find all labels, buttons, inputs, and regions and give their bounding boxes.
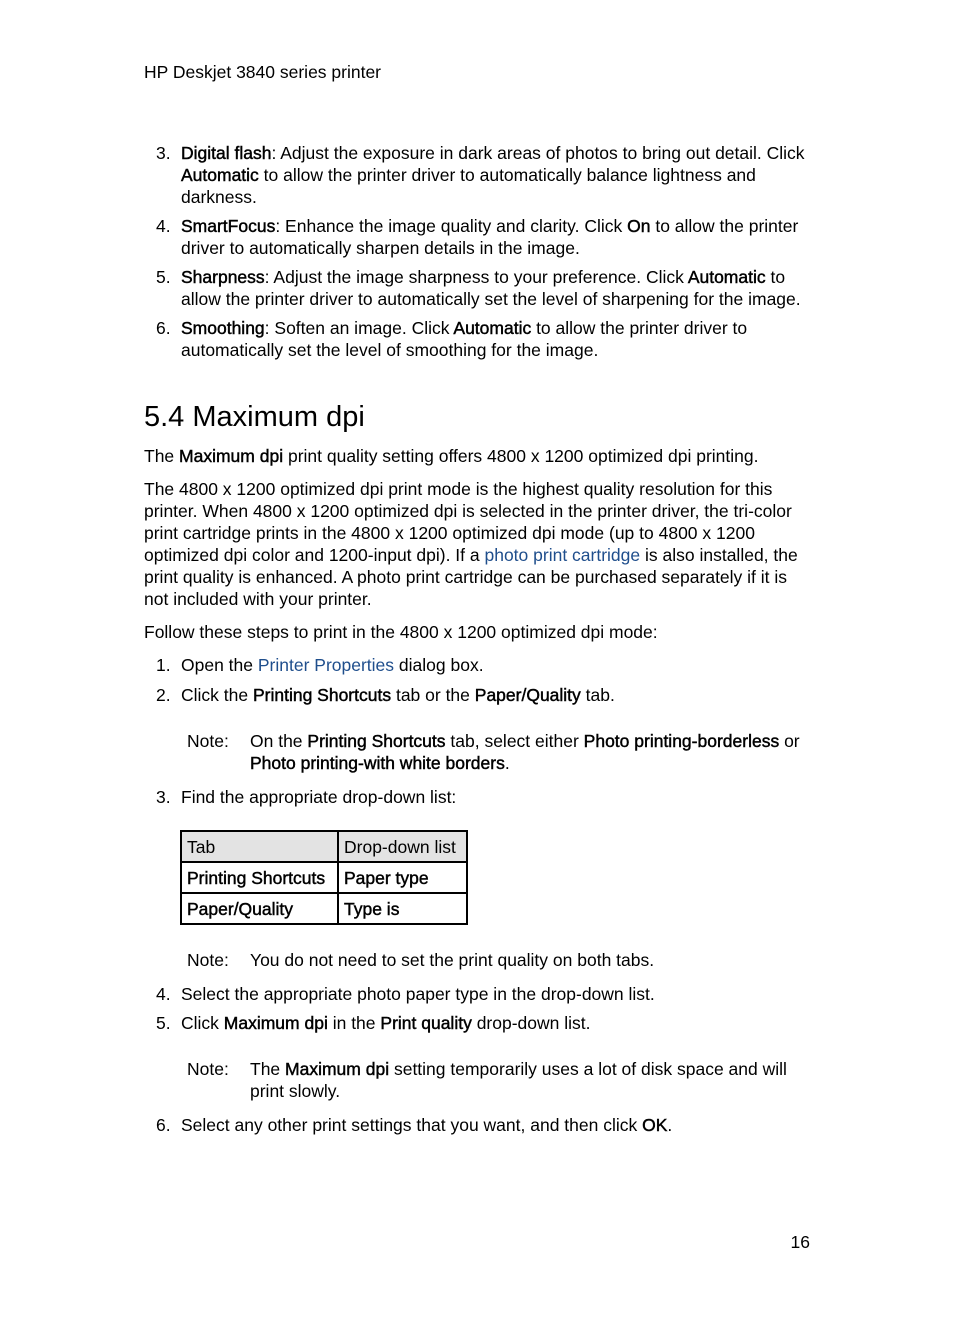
text-run: Find the appropriate drop-down list: (181, 787, 457, 807)
ui-term: Print quality (380, 1013, 472, 1033)
text-run: to allow the printer driver to automatically set the level of sharpening for the image. (181, 267, 801, 309)
ui-term: Smoothing (181, 318, 265, 338)
list-item-number: 3. (156, 143, 171, 163)
text-run: in the (327, 1013, 381, 1033)
ui-term: Photo printing-with white borders (250, 753, 505, 773)
text-run: Select the appropriate photo paper type in the drop-down list. (181, 984, 655, 1004)
ui-term: Maximum dpi (223, 1013, 328, 1033)
text-run: Select any other print settings that you want, and then click (181, 1115, 643, 1135)
text-run: The (250, 1059, 286, 1079)
table-cell: Paper type (338, 862, 467, 893)
step-click-tab (181, 684, 821, 706)
table-cell: Printing Shortcuts (181, 862, 338, 893)
note-disk-space (250, 1058, 820, 1102)
ui-term: Automatic (181, 165, 259, 185)
ui-term: Automatic (687, 267, 766, 287)
step-number: 1. (156, 655, 171, 675)
note-label: Note: (187, 731, 229, 751)
text-run: Open the (181, 655, 258, 675)
text-run: : Enhance the image quality and clarity. Click (275, 216, 628, 236)
intro-paragraph (144, 445, 816, 467)
ui-term: Digital flash (181, 143, 272, 163)
description-paragraph (144, 478, 816, 610)
ui-term: Printing Shortcuts (307, 731, 446, 751)
text-run: : Adjust the exposure in dark areas of photos to bring out detail. Click (271, 143, 805, 163)
ui-term: On (627, 216, 651, 236)
ui-term: Maximum dpi (179, 446, 284, 466)
text-run: . (504, 753, 510, 773)
text-run: The (144, 446, 180, 466)
text-run: You do not need to set the print quality on both tabs. (250, 950, 655, 970)
table-cell: Type is (338, 893, 467, 924)
note-both-tabs (250, 949, 820, 971)
ui-term: Paper/Quality (474, 685, 581, 705)
step-select-paper (181, 983, 821, 1005)
list-item-sharpness (181, 266, 821, 310)
table-row (181, 893, 467, 924)
running-header: HP Deskjet 3840 series printer (144, 62, 382, 82)
ui-term: Maximum dpi (285, 1059, 390, 1079)
ui-term: OK (642, 1115, 668, 1135)
table-cell: Paper/Quality (181, 893, 338, 924)
text-run: On the (250, 731, 308, 751)
text-run: to allow the printer driver to automatically set the level of smoothing for the image. (181, 318, 748, 360)
ui-term: Automatic (453, 318, 532, 338)
table-header-row (181, 831, 467, 862)
list-item-smoothing (181, 317, 821, 361)
step-click-ok (181, 1114, 821, 1136)
step-click-maximum-dpi (181, 1012, 821, 1034)
text-run: tab, select either (445, 731, 584, 751)
list-item-digital-flash (181, 142, 821, 208)
text-run: : Soften an image. Click (264, 318, 454, 338)
step-number: 6. (156, 1115, 171, 1135)
table-row (181, 862, 467, 893)
list-item-number: 5. (156, 267, 171, 287)
text-run: tab or the (391, 685, 475, 705)
text-run: : Adjust the image sharpness to your preference. Click (264, 267, 688, 287)
dropdown-table (180, 830, 468, 925)
text-run: to allow the printer driver to automatically sharpen details in the image. (181, 216, 799, 258)
list-item-smartfocus (181, 215, 821, 259)
text-run: Follow these steps to print in the 4800 x 1200 optimized dpi mode: (144, 622, 658, 642)
text-run: drop-down list. (471, 1013, 591, 1033)
section-heading: 5.4 Maximum dpi (144, 401, 365, 433)
step-number: 5. (156, 1013, 171, 1033)
text-run: is also installed, the print quality is enhanced. A photo print cartridge can be purchased separately if it is not included with your printer. (144, 545, 798, 609)
step-number: 3. (156, 787, 171, 807)
text-run: print quality setting offers 4800 x 1200 optimized dpi printing. (283, 446, 759, 466)
step-open-properties (181, 654, 821, 676)
steps-intro-paragraph (144, 621, 816, 643)
note-label: Note: (187, 950, 229, 970)
text-run: setting temporarily uses a lot of disk space and will print slowly. (250, 1059, 787, 1101)
link[interactable]: photo print cartridge (484, 545, 641, 565)
text-run: tab. (580, 685, 615, 705)
note-label: Note: (187, 1059, 229, 1079)
text-run: to allow the printer driver to automatically balance lightness and darkness. (181, 165, 756, 207)
list-item-number: 4. (156, 216, 171, 236)
text-run: Click the (181, 685, 253, 705)
step-find-dropdown (181, 786, 821, 808)
text-run: dialog box. (394, 655, 484, 675)
ui-term: Photo printing-borderless (583, 731, 780, 751)
table-header-cell: Drop-down list (338, 831, 467, 862)
note-printing-shortcuts (250, 730, 820, 774)
step-number: 4. (156, 984, 171, 1004)
table-header-cell: Tab (181, 831, 338, 862)
ui-term: Sharpness (181, 267, 265, 287)
step-number: 2. (156, 685, 171, 705)
text-run: . (667, 1115, 673, 1135)
ui-term: Printing Shortcuts (252, 685, 392, 705)
list-item-number: 6. (156, 318, 171, 338)
text-run: or (779, 731, 800, 751)
text-run: Click (181, 1013, 224, 1033)
link[interactable]: Printer Properties (257, 655, 395, 675)
text-run: The 4800 x 1200 optimized dpi print mode is the highest quality resolution for this printer. When 4800 x 1200 optimized dpi is selected in the printer driver, the tri-color print cartridge prints in the 4800 x 1200 optimized dpi mode (up to 4800 x 1200 optimized dpi color and 1200-input dpi). If a (144, 479, 792, 565)
page-number: 16 (790, 1232, 810, 1252)
ui-term: SmartFocus (181, 216, 276, 236)
